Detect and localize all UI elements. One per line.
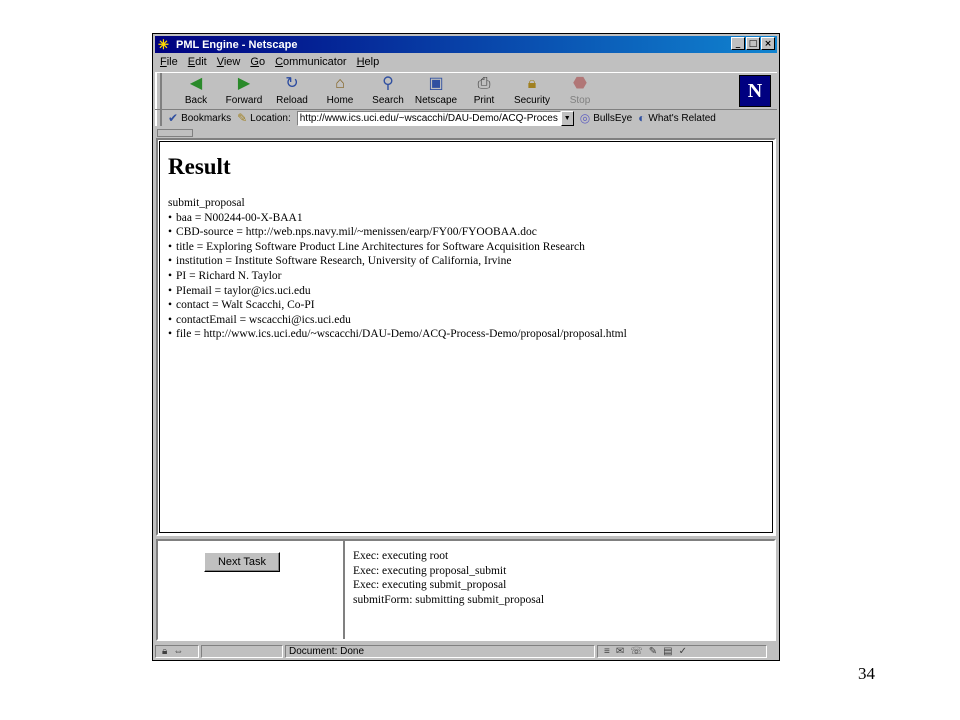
- progress-cell: [201, 645, 283, 658]
- menu-communicator[interactable]: Communicator: [275, 56, 347, 68]
- menu-edit[interactable]: Edit: [187, 56, 207, 68]
- back-button[interactable]: ◀ Back: [184, 75, 208, 106]
- connection-icon: ⇔: [173, 645, 184, 657]
- log-frame: [345, 541, 774, 639]
- print-button[interactable]: ⎙ Print: [473, 75, 495, 106]
- menu-go[interactable]: Go: [250, 56, 266, 68]
- result-item: • PI = Richard N. Taylor: [168, 269, 764, 284]
- bookmarks-button[interactable]: ✔ Bookmarks: [168, 111, 232, 125]
- result-list: [168, 196, 764, 342]
- next-task-button[interactable]: Next Task: [204, 552, 280, 572]
- composer-icon[interactable]: ✎: [648, 645, 658, 657]
- task-frame: [158, 541, 345, 639]
- maximize-button[interactable]: □: [746, 37, 760, 50]
- netscape-app-icon: ✳: [158, 36, 169, 52]
- slide-page-number: 34: [858, 664, 875, 683]
- security-status-cell[interactable]: [155, 645, 199, 658]
- mail-icon[interactable]: ✉: [615, 645, 625, 657]
- netscape-logo[interactable]: N: [739, 75, 771, 107]
- menu-file[interactable]: File: [160, 56, 178, 68]
- status-bar: [155, 643, 777, 659]
- stop-button[interactable]: ⬣ Stop: [569, 75, 591, 106]
- menu-help[interactable]: Help: [356, 56, 380, 68]
- lock-status-icon: 🔒︎: [162, 645, 168, 657]
- log-line: Exec: executing proposal_submit: [353, 564, 507, 577]
- result-item: • institution = Institute Software Research, University of California, Irvine: [168, 254, 764, 269]
- whats-related-button[interactable]: ◐ What's Related: [638, 111, 716, 125]
- page-proxy-icon[interactable]: ✎: [237, 111, 248, 125]
- control-frames: [156, 539, 776, 641]
- location-label: ✎ Location:: [237, 111, 291, 125]
- result-item: • title = Exploring Software Product Line Architectures for Software Acquisition Research: [168, 240, 764, 255]
- bullseye-button[interactable]: ◎ BullsEye: [579, 111, 633, 125]
- reload-button[interactable]: ↻ Reload: [276, 75, 308, 106]
- close-button[interactable]: ×: [761, 37, 775, 50]
- search-button[interactable]: ⚲ Search: [372, 75, 404, 106]
- toolbar-grip[interactable]: [155, 73, 162, 109]
- print-icon: ⎙: [477, 75, 491, 92]
- bullseye-icon: ◎: [579, 111, 591, 125]
- window-title: PML Engine - Netscape: [176, 38, 298, 51]
- forward-arrow-icon: ▶: [237, 75, 251, 92]
- back-arrow-icon: ◀: [189, 75, 203, 92]
- result-item: • file = http://www.ics.uci.edu/~wscacchi/DAU-Demo/ACQ-Process-Demo/proposal/proposal.html: [168, 327, 764, 342]
- result-item: • PIemail = taylor@ics.uci.edu: [168, 284, 764, 299]
- result-item: • CBD-source = http://web.nps.navy.mil/~menissen/earp/FY00/FYOOBAA.doc: [168, 225, 764, 240]
- log-line: Exec: executing submit_proposal: [353, 579, 507, 592]
- menu-view[interactable]: View: [216, 56, 241, 68]
- discussions-icon[interactable]: ☏: [630, 645, 643, 657]
- result-item: • contactEmail = wscacchi@ics.uci.edu: [168, 313, 764, 328]
- collapsed-toolbar-tab[interactable]: [157, 129, 193, 137]
- home-icon: ⌂: [335, 75, 345, 92]
- netscape-button[interactable]: ▣ Netscape: [414, 75, 458, 106]
- log-line: submitForm: submitting submit_proposal: [353, 593, 545, 606]
- lock-icon: 🔒︎: [527, 75, 537, 92]
- form-name: submit_proposal: [168, 197, 245, 209]
- minimize-button[interactable]: _: [731, 37, 745, 50]
- location-toolbar-grip[interactable]: [155, 110, 162, 126]
- security-button[interactable]: 🔒︎ Security: [513, 75, 551, 106]
- search-icon: ⚲: [382, 75, 394, 92]
- result-frame: [156, 138, 776, 536]
- status-text: Document: Done: [285, 645, 595, 658]
- netscape-icon: ▣: [428, 75, 444, 92]
- calendar-icon[interactable]: ▤: [663, 645, 673, 657]
- component-bar: [597, 645, 767, 658]
- signature-icon[interactable]: ✓: [678, 645, 687, 657]
- whats-related-icon: ◐: [638, 111, 646, 125]
- forward-button[interactable]: ▶ Forward: [225, 75, 263, 106]
- result-item: • contact = Walt Scacchi, Co-PI: [168, 298, 764, 313]
- result-item: • baa = N00244-00-X-BAA1: [168, 211, 764, 226]
- title-bar[interactable]: [155, 36, 777, 53]
- bookmarks-icon: ✔: [168, 111, 179, 125]
- log-line: Exec: executing root: [353, 550, 449, 562]
- url-dropdown-button[interactable]: ▼: [561, 111, 574, 126]
- url-input[interactable]: [297, 111, 561, 126]
- browser-window: [152, 33, 780, 661]
- navigation-toolbar: [155, 72, 777, 110]
- navigator-icon[interactable]: ≡: [604, 645, 610, 657]
- reload-icon: ↻: [285, 75, 299, 92]
- stop-icon: ⬣: [573, 75, 587, 92]
- result-heading: Result: [168, 154, 231, 179]
- location-toolbar: [155, 109, 777, 127]
- home-button[interactable]: ⌂ Home: [326, 75, 354, 106]
- menu-bar: [155, 54, 777, 70]
